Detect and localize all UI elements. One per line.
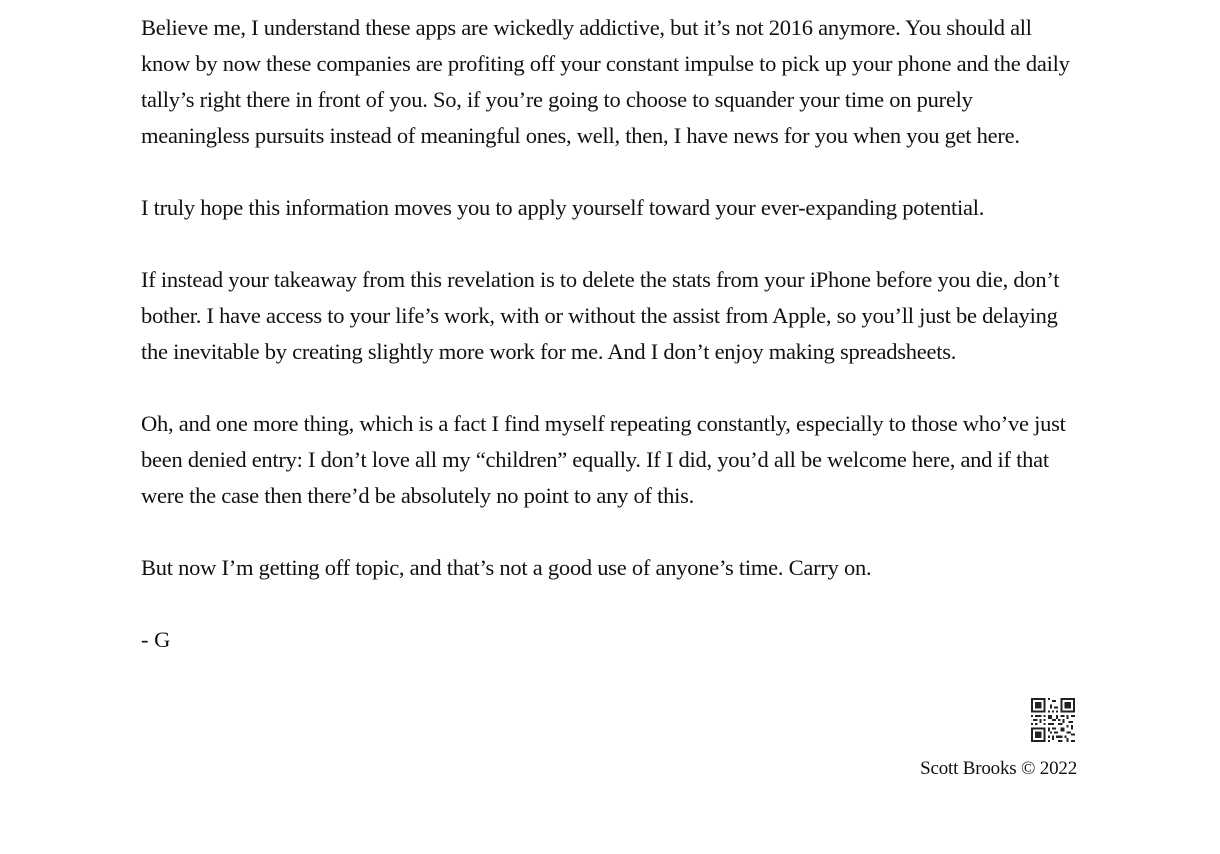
paragraph-3: If instead your takeaway from this revelation is to delete the stats from your iPhone before you die, don’t bother. I have access to your life’s work, with or without the assist from Apple, so you’ll just be delaying the inevitable by creating slightly more work for me. And I don’t enjoy making spreadsheets.	[141, 267, 1060, 364]
copyright-notice: Scott Brooks © 2022	[920, 758, 1077, 779]
paragraph-4: Oh, and one more thing, which is a fact I find myself repeating constantly, especially to those who’ve just been denied entry: I don’t love all my “children” equally. If I did, you’d all be welcome here, and if that were the case then there’d be absolutely no point to any of this.	[141, 411, 1066, 508]
letter-body	[141, 10, 1086, 658]
qr-code-icon[interactable]	[1031, 698, 1075, 742]
paragraph-1: Believe me, I understand these apps are wickedly addictive, but it’s not 2016 anymore. You should all know by now these companies are profiting off your constant impulse to pick up your phone and the daily tally’s right there in front of you. So, if you’re going to choose to squander your time on purely meaningless pursuits instead of meaningful ones, well, then, I have news for you when you get here.	[141, 15, 1070, 148]
footer	[777, 698, 1077, 781]
paragraph-5: But now I’m getting off topic, and that’s not a good use of anyone’s time. Carry on.	[141, 555, 872, 580]
signature: - G	[141, 627, 171, 652]
paragraph-2: I truly hope this information moves you to apply yourself toward your ever-expanding potential.	[141, 195, 985, 220]
